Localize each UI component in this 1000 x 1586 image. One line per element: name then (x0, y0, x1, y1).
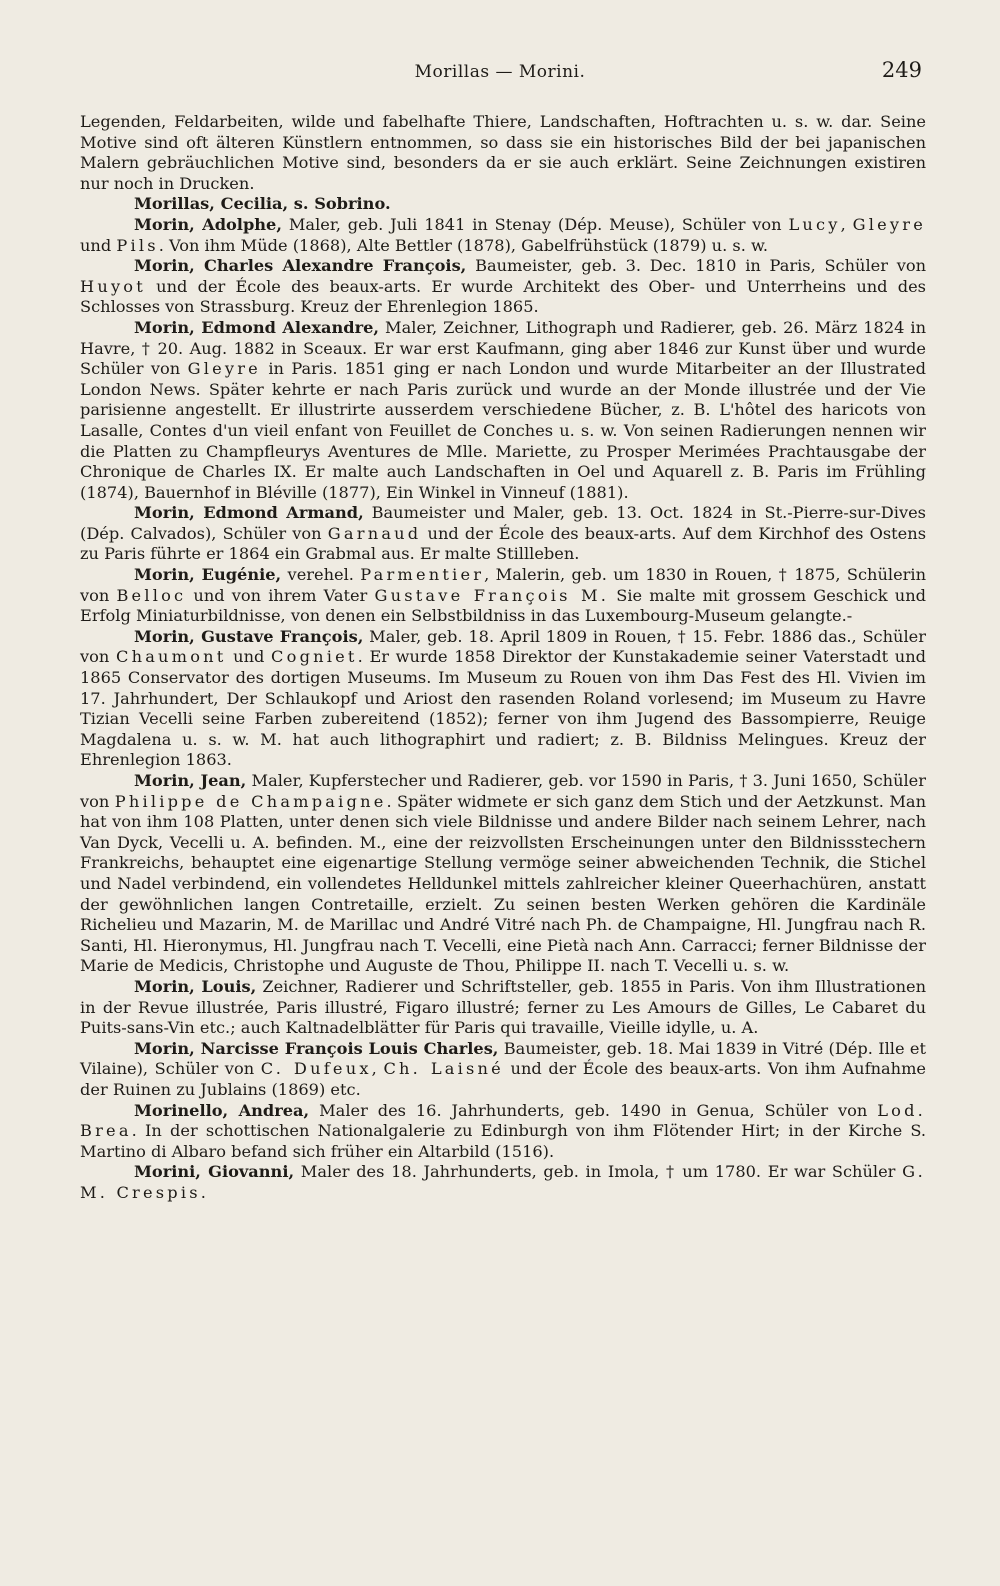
artist-name: Lod. Brea (80, 1100, 926, 1141)
artist-name: Belloc (116, 585, 187, 605)
entry-text: Baumeister und Maler, geb. 13. Oct. 1824 in St.-Pierre-sur-Dives (Dép. Calvados), Schüler von (80, 503, 926, 543)
entry-text: Maler, geb. 18. April 1809 in Rouen, † 15. Febr. 1886 das., Schüler von (80, 626, 926, 667)
entry-text: und (226, 647, 272, 667)
entry-text: und der École des beaux-arts. Auf dem Kirchhof des Ostens zu Paris führte er 1864 ein Grabmal aus. Er malte Stillleben. (80, 523, 926, 564)
entry-headword: Morinello, Andrea, (134, 1100, 310, 1120)
artist-name: Parmentier (360, 565, 485, 585)
artist-name: Lucy (788, 214, 841, 234)
artist-name: Philippe de Champaigne (114, 791, 387, 811)
entry-text: Baumeister, geb. 3. Dec. 1810 in Paris, Schüler von (475, 256, 927, 276)
entry (80, 1039, 926, 1101)
entry-text: . Er wurde 1858 Direktor der Kunstakademie seiner Vaterstadt und 1865 Conservator des dortigen Museums. Im Museum zu Rouen von ihm Das Fest des Hl. Vivien im 17. Jahrhundert, Der Schlaukopf und Ariost den rasenden Roland vorlesend; im Museum zu Havre Tizian Vecelli seine Farben zubereitend (1852); ferner von ihm Jugend des Bassompierre, Reuige Magdalena u. s. w. M. hat auch lithographirt und radiert; z. B. Bildniss Melingues. Kreuz der Ehrenlegion 1863. (80, 647, 926, 770)
entry-text: und von ihrem Vater (186, 585, 375, 605)
entry (80, 977, 926, 1039)
entry (80, 194, 926, 215)
entry-text: Maler, Zeichner, Lithograph und Radierer, geb. 26. März 1824 in Havre, † 20. Aug. 1882 in Sceaux. Er war erst Kaufmann, ging aber 1846 zur Kunst über und wurde Schüler von (80, 317, 926, 379)
entry-headword: Morin, Charles Alexandre François, (134, 256, 467, 276)
artist-name: Garnaud (327, 523, 422, 543)
entry-text: Sie malte mit grossem Geschick und Erfolg Miniaturbildnisse, von denen ein Selbstbildniss in das Luxembourg-Museum gelangte.- (80, 585, 926, 626)
entry-text: . In der schottischen Nationalgalerie zu Edinburgh von ihm Flötender Hirt; in der Kirche S. Martino di Albaro befand sich früher ein Altarbild (1516). (80, 1121, 926, 1161)
page-number: 249 (881, 58, 922, 82)
entry-headword: Morin, Gustave François, (134, 626, 364, 646)
entry (80, 771, 926, 977)
entry-headword: Morin, Narcisse François Louis Charles, (134, 1038, 499, 1058)
entry (80, 1101, 926, 1163)
entry (80, 565, 926, 627)
entry (80, 215, 926, 256)
entry (80, 627, 926, 771)
entry-headword: Morin, Jean, (134, 771, 247, 790)
entry-text: . Später widmete er sich ganz dem Stich und der Aetzkunst. Man hat von ihm 108 Platten, unter denen sich viele Bildnisse und andere Bilder nach seinem Lehrer, nach Van Dyck, Vecelli u. A. befinden. M., eine der reizvollsten Erscheinungen unter den Bildnissstechern Frankreichs, behauptet eine eigenartige Stellung vermöge seiner abweichenden Technik, die Stichel und Nadel verbindend, ein vollendetes Helldunkel mittels zahlreicher kleiner Queerhachüren, anstatt der gewöhnlichen langen Contretaille, erzielt. Zu seinen besten Werken gehören die Kardinäle Richelieu und Mazarin, M. de Marillac und André Vitré nach Ph. de Champaigne, Hl. Jungfrau nach R. Santi, Hl. Hieronymus, Hl. Jungfrau nach T. Vecelli, eine Pietà nach Ann. Carracci; ferner Bildnisse der Marie de Medicis, Christophe und Auguste de Thou, Philippe II. nach T. Vecelli u. s. w. (80, 791, 926, 976)
artist-name: Chaumont (115, 647, 227, 667)
artist-name: Gleyre (187, 359, 261, 379)
entry-headword: Morini, Giovanni, (134, 1162, 295, 1182)
running-title: Morillas — Morini. (414, 62, 586, 82)
entry-headword: Morin, Eugénie, (134, 565, 282, 585)
entry-text: und (80, 235, 117, 255)
artist-name: G. M. Crespis (80, 1162, 926, 1202)
entry-text: . Von ihm Müde (1868), Alte Bettler (1878), Gabelfrühstück (1879) u. s. w. (158, 235, 769, 255)
entry-text: , (371, 1059, 384, 1079)
entry-text: und der École des beaux-arts. Er wurde Architekt des Ober- und Unterrheins und des Schlosses von Strassburg. Kreuz der Ehrenlegion 1865. (80, 276, 926, 317)
entry-headword: Morin, Louis, (134, 976, 257, 996)
artist-name: C. Dufeux (260, 1059, 372, 1079)
entry-headword: Morin, Edmond Alexandre, (134, 317, 380, 337)
entry-text: , Malerin, geb. um 1830 in Rouen, † 1875, Schülerin von (80, 565, 926, 605)
entry-text: Zeichner, Radierer und Schriftsteller, geb. 1855 in Paris. Von ihm Illustrationen in der Revue illustrée, Paris illustré, Figaro illustré; ferner zu Les Amours de Gilles, Le Cabaret du Puits-sans-Vin etc.; auch Kaltnadelblätter für Paris qui travaille, Vieille idylle, u. A. (80, 976, 927, 1038)
entry (80, 1162, 926, 1203)
artist-name: Cogniet (271, 647, 358, 667)
entry-text: und der École des beaux-arts. Von ihm Aufnahme der Ruinen zu Jublains (1869) etc. (80, 1059, 927, 1099)
entry-text: Maler, geb. Juli 1841 in Stenay (Dép. Meuse), Schüler von (288, 214, 789, 234)
artist-name: Pils (116, 235, 159, 255)
artist-name: Gleyre (852, 214, 926, 234)
entry (80, 318, 926, 503)
entry-text: verehel. (287, 565, 361, 585)
entry-text: . (200, 1182, 206, 1202)
entry-headword: Morin, Adolphe, (134, 214, 282, 234)
entry-text: , (840, 214, 853, 234)
entry-text: Baumeister, geb. 18. Mai 1839 in Vitré (Dép. Ille et Vilaine), Schüler von (80, 1038, 926, 1079)
entry-headword: Morillas, Cecilia, s. Sobrino. (134, 194, 391, 214)
running-head (0, 58, 1000, 88)
entry-text: Maler, Kupferstecher und Radierer, geb. vor 1590 in Paris, † 3. Juni 1650, Schüler von (80, 771, 926, 811)
entry-text: in Paris. 1851 ging er nach London und wurde Mitarbeiter an der Illustrated London News. Später kehrte er nach Paris zurück und wurde an der Monde illustrée und der Vie parisienne angestellt. Er illustrirte ausserdem verschiedene Bücher, z. B. L'hôtel des haricots von Lasalle, Contes d'un vieil enfant von Feuillet de Conches u. s. w. Von seinen Radierungen nennen wir die Platten zu Champfleurys Aventures de Mlle. Mariette, zu Prosper Merimées Prachtausgabe der Chronique de Charles IX. Er malte auch Landschaften in Oel und Aquarell z. B. Paris im Frühling (1874), Bauernhof in Bléville (1877), Ein Winkel in Vinneuf (1881). (80, 359, 927, 502)
artist-name: Huyot (80, 276, 146, 296)
artist-name: Ch. Laisné (383, 1059, 504, 1079)
artist-name: Gustave François M. (374, 585, 610, 605)
entry-headword: Morin, Edmond Armand, (134, 503, 364, 523)
entry (80, 256, 926, 318)
entry-text: Maler des 16. Jahrhunderts, geb. 1490 in Genua, Schüler von (319, 1100, 878, 1120)
entries-column (80, 112, 926, 1203)
entry (80, 503, 926, 565)
entry-text: Maler des 18. Jahrhunderts, geb. in Imola, † um 1780. Er war Schüler (300, 1162, 903, 1182)
continuation-paragraph: Legenden, Feldarbeiten, wilde und fabelhafte Thiere, Landschaften, Hoftrachten u. s. w. dar. Seine Motive sind oft älteren Künstlern entnommen, so dass sie ein historisches Bild der bei japanischen Malern gebräuchlichen Motive sind, besonders da er sie auch erklärt. Seine Zeichnungen existiren nur noch in Drucken. (80, 112, 926, 193)
